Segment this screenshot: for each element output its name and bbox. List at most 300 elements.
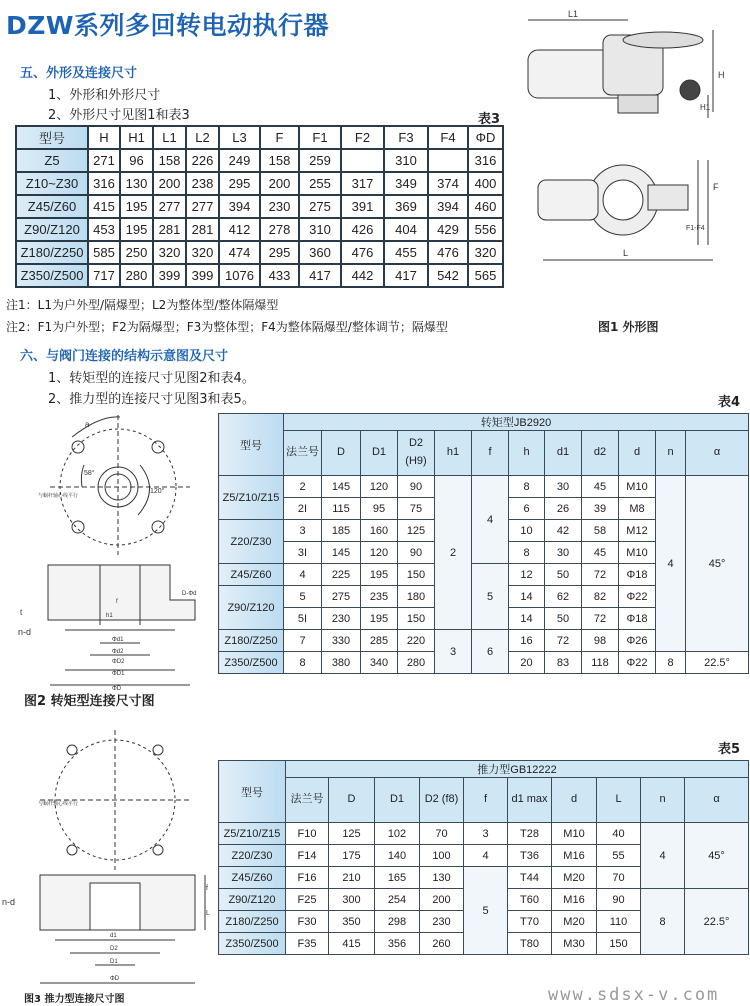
table-row xyxy=(16,195,503,218)
column-header: d1 max xyxy=(508,778,552,823)
label-parallel: 与蜗杆轴心线平行 xyxy=(38,493,79,499)
column-header: 法兰号 xyxy=(286,778,329,823)
table-row xyxy=(219,476,749,498)
table-cell: Φ26 xyxy=(619,630,656,652)
table-cell: 250 xyxy=(120,241,153,264)
table-cell: 280 xyxy=(120,264,153,287)
table-cell: M16 xyxy=(552,845,597,867)
table-cell: Φ18 xyxy=(619,564,656,586)
table-cell: 360 xyxy=(299,241,341,264)
table-cell: 70 xyxy=(420,823,464,845)
model-header: 型号 xyxy=(219,761,286,823)
note-2: 注2：F1为户外型；F2为隔爆型；F3为整体型；F4为整体隔爆型/整体调节；隔爆型 xyxy=(6,320,448,334)
table-cell: T36 xyxy=(508,845,552,867)
table-cell: 230 xyxy=(260,195,299,218)
table-cell: 320 xyxy=(186,241,219,264)
label-D-3: ΦD xyxy=(110,976,120,982)
table-5 xyxy=(218,760,749,955)
table-cell: 5 xyxy=(472,564,509,630)
table-cell: 433 xyxy=(260,264,299,287)
table-cell: 374 xyxy=(428,172,468,195)
table-cell: 120 xyxy=(361,542,398,564)
model-header: 型号 xyxy=(219,414,284,476)
table-cell: 42 xyxy=(545,520,582,542)
table-cell: 249 xyxy=(219,149,260,172)
table-cell: 185 xyxy=(322,520,361,542)
label-F: F xyxy=(713,182,719,192)
table-cell: 40 xyxy=(597,823,641,845)
label-a: a xyxy=(85,420,90,429)
section-6-line-1: 1、转矩型的连接尺寸见图2和表4。 xyxy=(48,371,255,386)
table-cell: 8 xyxy=(656,652,686,674)
table-cell: 717 xyxy=(88,264,120,287)
table-cell: 295 xyxy=(260,241,299,264)
table-cell: 8 xyxy=(509,476,545,498)
column-header: ΦD xyxy=(468,126,503,149)
table-cell: 404 xyxy=(384,218,428,241)
table-cell: 320 xyxy=(468,241,503,264)
table-cell: 476 xyxy=(428,241,468,264)
table-row xyxy=(16,172,503,195)
figure-3-drawing xyxy=(0,725,215,993)
column-header: D xyxy=(329,778,375,823)
table-cell: 295 xyxy=(219,172,260,195)
table-cell: M30 xyxy=(552,933,597,955)
table-cell: M8 xyxy=(619,498,656,520)
table-cell: 95 xyxy=(361,498,398,520)
table-cell: 125 xyxy=(398,520,435,542)
column-header: h1 xyxy=(435,431,472,476)
table-cell: 254 xyxy=(375,889,420,911)
label-d2: Φd2 xyxy=(112,649,124,655)
table-cell: 317 xyxy=(341,172,384,195)
table-cell: 2I xyxy=(284,498,322,520)
table-5-label: 表5 xyxy=(718,742,741,757)
table-header-row xyxy=(219,414,749,431)
table-cell: 26 xyxy=(545,498,582,520)
table-cell: 14 xyxy=(509,608,545,630)
table-cell: Φ18 xyxy=(619,608,656,630)
table-cell: 125 xyxy=(329,823,375,845)
table-cell: 50 xyxy=(545,564,582,586)
table-cell: 120 xyxy=(361,476,398,498)
label-d1: Φd1 xyxy=(112,637,124,643)
table-cell: 277 xyxy=(153,195,186,218)
table-cell: 90 xyxy=(597,889,641,911)
table-header-row xyxy=(219,761,749,778)
column-header: 法兰号 xyxy=(284,431,322,476)
table-cell: 200 xyxy=(260,172,299,195)
table-3 xyxy=(15,125,504,288)
table-row xyxy=(16,149,503,172)
table-cell: M20 xyxy=(552,911,597,933)
label-H1: H1 xyxy=(700,103,711,112)
table-cell xyxy=(341,149,384,172)
label-D1-3: D1 xyxy=(110,959,118,965)
note-1: 注1：L1为户外型/隔爆型；L2为整体型/整体隔爆型 xyxy=(6,298,279,312)
table-cell: 90 xyxy=(398,476,435,498)
table-cell: 278 xyxy=(260,218,299,241)
table-cell: 45° xyxy=(686,476,749,652)
table-cell: 442 xyxy=(341,264,384,287)
table-cell: 102 xyxy=(375,823,420,845)
column-header: F2 xyxy=(341,126,384,149)
column-header: L2 xyxy=(186,126,219,149)
label-120: 120° xyxy=(150,488,165,495)
table-cell: 6 xyxy=(509,498,545,520)
table-cell xyxy=(428,149,468,172)
table-cell: 200 xyxy=(420,889,464,911)
table-cell: 140 xyxy=(375,845,420,867)
table-cell: 62 xyxy=(545,586,582,608)
table-cell: 12 xyxy=(509,564,545,586)
table-cell: 30 xyxy=(545,476,582,498)
column-header: L1 xyxy=(153,126,186,149)
table-cell: 45° xyxy=(685,823,749,889)
table-cell: 415 xyxy=(88,195,120,218)
table-cell: 82 xyxy=(582,586,619,608)
table-cell: 180 xyxy=(398,586,435,608)
table-cell: 118 xyxy=(582,652,619,674)
table-cell: 50 xyxy=(545,608,582,630)
table-cell: 330 xyxy=(322,630,361,652)
table-cell: 150 xyxy=(597,933,641,955)
table-4 xyxy=(218,413,749,674)
table-cell: 110 xyxy=(597,911,641,933)
table-cell: 280 xyxy=(398,652,435,674)
table-cell: 7 xyxy=(284,630,322,652)
table-cell: 10 xyxy=(509,520,545,542)
table-cell: 8 xyxy=(641,889,685,955)
model-cell: Z180/Z250 xyxy=(219,630,284,652)
column-header: D xyxy=(322,431,361,476)
table-cell: 58 xyxy=(582,520,619,542)
table-cell: 415 xyxy=(329,933,375,955)
table-header-row xyxy=(16,126,503,149)
table-cell: 281 xyxy=(186,218,219,241)
table-cell: 349 xyxy=(384,172,428,195)
table-cell: 356 xyxy=(375,933,420,955)
table-cell: 300 xyxy=(329,889,375,911)
table-cell: 130 xyxy=(420,867,464,889)
watermark: www.sdsx-v.com xyxy=(548,985,720,1005)
figure-2-caption: 图2 转矩型连接尺寸图 xyxy=(24,694,155,709)
table-cell: 39 xyxy=(582,498,619,520)
table-cell: 55 xyxy=(597,845,641,867)
table-cell: 70 xyxy=(597,867,641,889)
column-header: L3 xyxy=(219,126,260,149)
label-H: H xyxy=(718,70,725,80)
label-D2-3: D2 xyxy=(110,946,118,952)
label-f: f xyxy=(116,599,118,605)
table-cell: 195 xyxy=(361,564,398,586)
figure-3-caption: 图3 推力型连接尺寸图 xyxy=(24,994,125,1005)
label-h1: h1 xyxy=(106,613,113,619)
table-cell: M16 xyxy=(552,889,597,911)
table-row xyxy=(219,823,749,845)
table-cell: 275 xyxy=(299,195,341,218)
table-cell: 45 xyxy=(582,542,619,564)
table-cell: 3 xyxy=(284,520,322,542)
table-cell: 2 xyxy=(284,476,322,498)
table-cell: 195 xyxy=(120,218,153,241)
column-header: n xyxy=(656,431,686,476)
table-cell: 460 xyxy=(468,195,503,218)
table-cell: 158 xyxy=(260,149,299,172)
table-cell: 165 xyxy=(375,867,420,889)
model-cell: Z20/Z30 xyxy=(219,520,284,564)
table-cell: Z45/Z60 xyxy=(16,195,88,218)
column-header: D2 (f8) xyxy=(420,778,464,823)
column-header: L xyxy=(597,778,641,823)
model-cell: Z20/Z30 xyxy=(219,845,286,867)
table-cell: T60 xyxy=(508,889,552,911)
table-cell: 5I xyxy=(284,608,322,630)
table-cell: 30 xyxy=(545,542,582,564)
table-cell: M20 xyxy=(552,867,597,889)
table-cell: 220 xyxy=(398,630,435,652)
table-cell: Z180/Z250 xyxy=(16,241,88,264)
column-header: d xyxy=(552,778,597,823)
table-cell: 230 xyxy=(420,911,464,933)
figure-2-drawing xyxy=(0,405,215,695)
table-cell: 3 xyxy=(435,630,472,674)
table-cell: 412 xyxy=(219,218,260,241)
table-4-label: 表4 xyxy=(718,395,741,410)
group-header: 转矩型JB2920 xyxy=(284,414,749,431)
table-cell: 285 xyxy=(361,630,398,652)
table-cell: 195 xyxy=(361,608,398,630)
section-6-line-2: 2、推力型的连接尺寸见图3和表5。 xyxy=(48,392,255,407)
table-cell: 75 xyxy=(398,498,435,520)
section-5-heading: 五、外形及连接尺寸 xyxy=(20,66,138,81)
table-cell: 22.5° xyxy=(686,652,749,674)
table-3-label: 表3 xyxy=(478,112,501,127)
table-cell: 394 xyxy=(428,195,468,218)
table-cell: 4 xyxy=(284,564,322,586)
column-header: H xyxy=(88,126,120,149)
table-cell: 150 xyxy=(398,564,435,586)
table-cell: 426 xyxy=(341,218,384,241)
table-cell: T28 xyxy=(508,823,552,845)
table-cell: 369 xyxy=(384,195,428,218)
table-cell: 255 xyxy=(299,172,341,195)
table-cell: 90 xyxy=(398,542,435,564)
table-cell: 320 xyxy=(153,241,186,264)
table-cell: 542 xyxy=(428,264,468,287)
column-header: F4 xyxy=(428,126,468,149)
table-cell: Φ22 xyxy=(619,652,656,674)
page-title: DZW系列多回转电动执行器 xyxy=(6,11,329,40)
table-cell: F16 xyxy=(286,867,329,889)
table-cell: 225 xyxy=(322,564,361,586)
table-cell: 340 xyxy=(361,652,398,674)
table-cell: M10 xyxy=(619,542,656,564)
table-cell: 399 xyxy=(186,264,219,287)
table-cell: Φ22 xyxy=(619,586,656,608)
table-cell: 277 xyxy=(186,195,219,218)
label-L1: L1 xyxy=(568,9,579,19)
label-D1: ΦD1 xyxy=(112,671,125,677)
actuator-side-view xyxy=(528,20,713,118)
table-cell: 350 xyxy=(329,911,375,933)
table-cell: 565 xyxy=(468,264,503,287)
table-cell: 238 xyxy=(186,172,219,195)
label-D: ΦD xyxy=(112,686,122,692)
table-cell: 6 xyxy=(472,630,509,674)
label-D2: ΦD2 xyxy=(112,659,125,665)
label-parallel-3: 与蜗杆轴心线平行 xyxy=(38,801,79,807)
table-cell: 4 xyxy=(641,823,685,889)
column-header: n xyxy=(641,778,685,823)
section-6-heading: 六、与阀门连接的结构示意图及尺寸 xyxy=(20,349,229,364)
model-cell: Z45/Z60 xyxy=(219,867,286,889)
table-cell: 4 xyxy=(472,476,509,564)
table-cell: 45 xyxy=(582,476,619,498)
label-t: t xyxy=(20,608,23,617)
table-cell: 417 xyxy=(299,264,341,287)
section-5-line-2: 2、外形尺寸见图1和表3 xyxy=(48,108,190,123)
table-cell: F25 xyxy=(286,889,329,911)
label-f-3: f xyxy=(206,885,208,892)
label-D-d: D-Φd xyxy=(182,591,197,597)
table-cell: 556 xyxy=(468,218,503,241)
table-cell: 20 xyxy=(509,652,545,674)
table-cell: 259 xyxy=(299,149,341,172)
column-header: D1 xyxy=(361,431,398,476)
column-header: d2 xyxy=(582,431,619,476)
table-cell: 160 xyxy=(361,520,398,542)
figure-1-caption: 图1 外形图 xyxy=(598,320,659,334)
model-cell: Z5/Z10/Z15 xyxy=(219,823,286,845)
table-row xyxy=(16,218,503,241)
table-cell: 226 xyxy=(186,149,219,172)
table-cell: 429 xyxy=(428,218,468,241)
column-header: α xyxy=(686,431,749,476)
table-cell: 158 xyxy=(153,149,186,172)
table-cell: Z10~Z30 xyxy=(16,172,88,195)
table-cell: F10 xyxy=(286,823,329,845)
table-cell: 3I xyxy=(284,542,322,564)
table-cell: 476 xyxy=(341,241,384,264)
table-cell: 298 xyxy=(375,911,420,933)
table-cell: 145 xyxy=(322,542,361,564)
table-cell: 2 xyxy=(435,476,472,630)
table-cell: 115 xyxy=(322,498,361,520)
table-cell: 4 xyxy=(656,476,686,652)
table-cell: 417 xyxy=(384,264,428,287)
model-cell: Z45/Z60 xyxy=(219,564,284,586)
column-header: d1 xyxy=(545,431,582,476)
table-cell: Z90/Z120 xyxy=(16,218,88,241)
table-cell: 8 xyxy=(284,652,322,674)
table-cell: 316 xyxy=(88,172,120,195)
column-header: F xyxy=(260,126,299,149)
table-subheader-row xyxy=(219,431,749,476)
table-cell: 399 xyxy=(153,264,186,287)
column-header: 型号 xyxy=(16,126,88,149)
table-cell: Z5 xyxy=(16,149,88,172)
actuator-top-view xyxy=(538,160,713,260)
table-cell: 145 xyxy=(322,476,361,498)
label-n-d-3: n-d xyxy=(2,897,16,907)
table-subheader-row xyxy=(219,778,749,823)
model-cell: Z350/Z500 xyxy=(219,933,286,955)
column-header: D1 xyxy=(375,778,420,823)
model-cell: Z90/Z120 xyxy=(219,889,286,911)
column-header: f xyxy=(472,431,509,476)
label-L-3: L xyxy=(206,910,210,917)
table-cell: 453 xyxy=(88,218,120,241)
column-header: h xyxy=(509,431,545,476)
table-cell: 5 xyxy=(284,586,322,608)
table-cell: 100 xyxy=(420,845,464,867)
table-cell: 400 xyxy=(468,172,503,195)
model-cell: Z90/Z120 xyxy=(219,586,284,630)
table-cell: 275 xyxy=(322,586,361,608)
group-header: 推力型GB12222 xyxy=(286,761,749,778)
table-cell: 98 xyxy=(582,630,619,652)
table-cell: 72 xyxy=(582,564,619,586)
table-cell: 391 xyxy=(341,195,384,218)
table-cell: 1076 xyxy=(219,264,260,287)
table-cell: 200 xyxy=(153,172,186,195)
table-cell: 310 xyxy=(384,149,428,172)
table-cell: 3 xyxy=(464,823,508,845)
label-58: 58° xyxy=(84,470,95,477)
table-cell: 474 xyxy=(219,241,260,264)
table-cell: 5 xyxy=(464,867,508,955)
table-cell: M12 xyxy=(619,520,656,542)
table-cell: 380 xyxy=(322,652,361,674)
table-cell: 210 xyxy=(329,867,375,889)
label-n-d: n-d xyxy=(18,627,32,637)
table-cell: 22.5° xyxy=(685,889,749,955)
table-cell: 150 xyxy=(398,608,435,630)
table-cell: T70 xyxy=(508,911,552,933)
column-header: F3 xyxy=(384,126,428,149)
table-cell: 72 xyxy=(545,630,582,652)
section-5-line-1: 1、外形和外形尺寸 xyxy=(48,88,161,103)
table-row xyxy=(16,241,503,264)
model-cell: Z350/Z500 xyxy=(219,652,284,674)
table-cell: 4 xyxy=(464,845,508,867)
table-cell: 230 xyxy=(322,608,361,630)
column-header: F1 xyxy=(299,126,341,149)
table-cell: 8 xyxy=(509,542,545,564)
table-cell: M10 xyxy=(619,476,656,498)
table-cell: T80 xyxy=(508,933,552,955)
column-header: d xyxy=(619,431,656,476)
table-cell: F35 xyxy=(286,933,329,955)
table-cell: 14 xyxy=(509,586,545,608)
table-cell: 130 xyxy=(120,172,153,195)
table-cell: 271 xyxy=(88,149,120,172)
table-cell: 310 xyxy=(299,218,341,241)
table-cell: 455 xyxy=(384,241,428,264)
column-header: f xyxy=(464,778,508,823)
model-cell: Z5/Z10/Z15 xyxy=(219,476,284,520)
table-row xyxy=(16,264,503,287)
table-cell: 83 xyxy=(545,652,582,674)
column-header: α xyxy=(685,778,749,823)
figure-1-outline-drawing xyxy=(508,0,750,320)
table-cell: Z350/Z500 xyxy=(16,264,88,287)
table-cell: T44 xyxy=(508,867,552,889)
table-cell: F30 xyxy=(286,911,329,933)
table-cell: 585 xyxy=(88,241,120,264)
table-cell: 175 xyxy=(329,845,375,867)
